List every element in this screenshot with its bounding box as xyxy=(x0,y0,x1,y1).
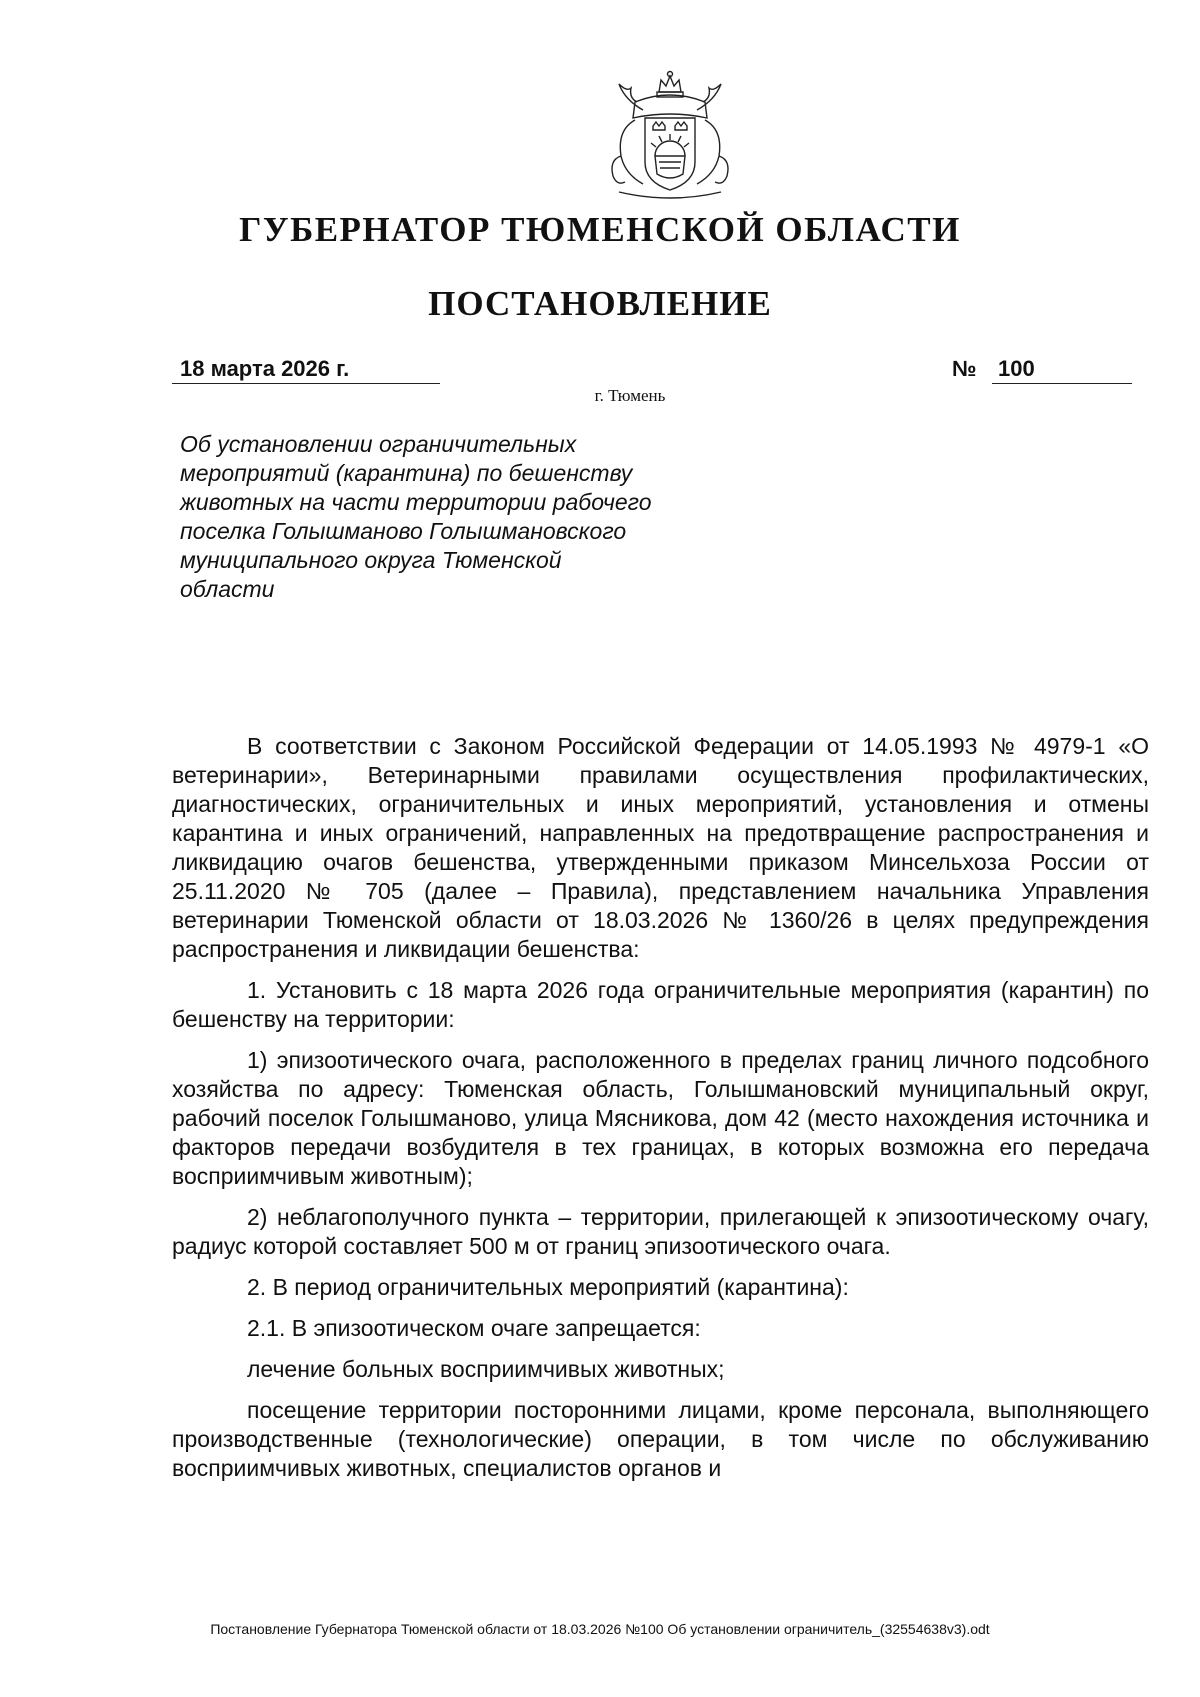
body-paragraph: В соответствии с Законом Российской Федерации от 14.05.1993 № 4979-1 «О ветеринарии», Ветеринарными правилами осуществления профилактических, диагностических, ограничительных и иных мероприятий, установления и отмены карантина и иных ограничений, направленных на предотвращение распространения и ликвидацию очагов бешенства, утвержденными приказом Минсельхоза России от 25.11.2020 № 705 (далее – Правила), представлением начальника Управления ветеринарии Тюменской области от 18.03.2026 № 1360/26 в целях предупреждения распространения и ликвидации бешенства: xyxy=(172,733,1149,962)
body-paragraph: лечение больных восприимчивых животных; xyxy=(247,1356,725,1382)
document-date: 18 марта 2026 г. xyxy=(172,355,440,384)
document-city: г. Тюмень xyxy=(594,386,666,405)
document-number xyxy=(952,355,1138,384)
document-subject: Об установлении ограничительных мероприятий (карантина) по бешенству животных на части территории рабочего поселка Голышманово Голышмановского муниципального округа Тюменской области xyxy=(180,431,652,602)
document-type: ПОСТАНОВЛЕНИЕ xyxy=(428,284,772,323)
body-paragraph: 1. Установить с 18 марта 2026 года ограничительные мероприятия (карантин) по бешенству на территории: xyxy=(172,977,1149,1032)
body-paragraph: посещение территории посторонними лицами, кроме персонала, выполняющего производственные (технологические) операции, в том числе по обслуживанию восприимчивых животных, специалистов органов и xyxy=(172,1397,1149,1481)
body-paragraph: 2.1. В эпизоотическом очаге запрещается: xyxy=(247,1315,701,1341)
body-paragraph: 1) эпизоотического очага, расположенного в пределах границ личного подсобного хозяйства по адресу: Тюменская область, Голышмановский муниципальный округ, рабочий поселок Голышманово, улица Мясникова, дом 42 (место нахождения источника и факторов передачи возбудителя в тех границах, в которых возможна его передача восприимчивым животным); xyxy=(172,1047,1149,1189)
number-sign: № xyxy=(952,356,977,381)
document-body xyxy=(172,732,1149,1495)
body-paragraph: 2. В период ограничительных мероприятий (карантина): xyxy=(247,1274,849,1300)
authority-title: ГУБЕРНАТОР ТЮМЕНСКОЙ ОБЛАСТИ xyxy=(239,210,961,249)
number-value: 100 xyxy=(992,355,1132,384)
body-paragraph: 2) неблагополучного пункта – территории, прилегающей к эпизоотическому очагу, радиус которой составляет 500 м от границ эпизоотического очага. xyxy=(172,1204,1149,1259)
page-footer: Постановление Губернатора Тюменской области от 18.03.2026 №100 Об установлении ограничитель_(32554638v3).odt xyxy=(210,1621,990,1637)
coat-of-arms-icon xyxy=(595,70,745,210)
